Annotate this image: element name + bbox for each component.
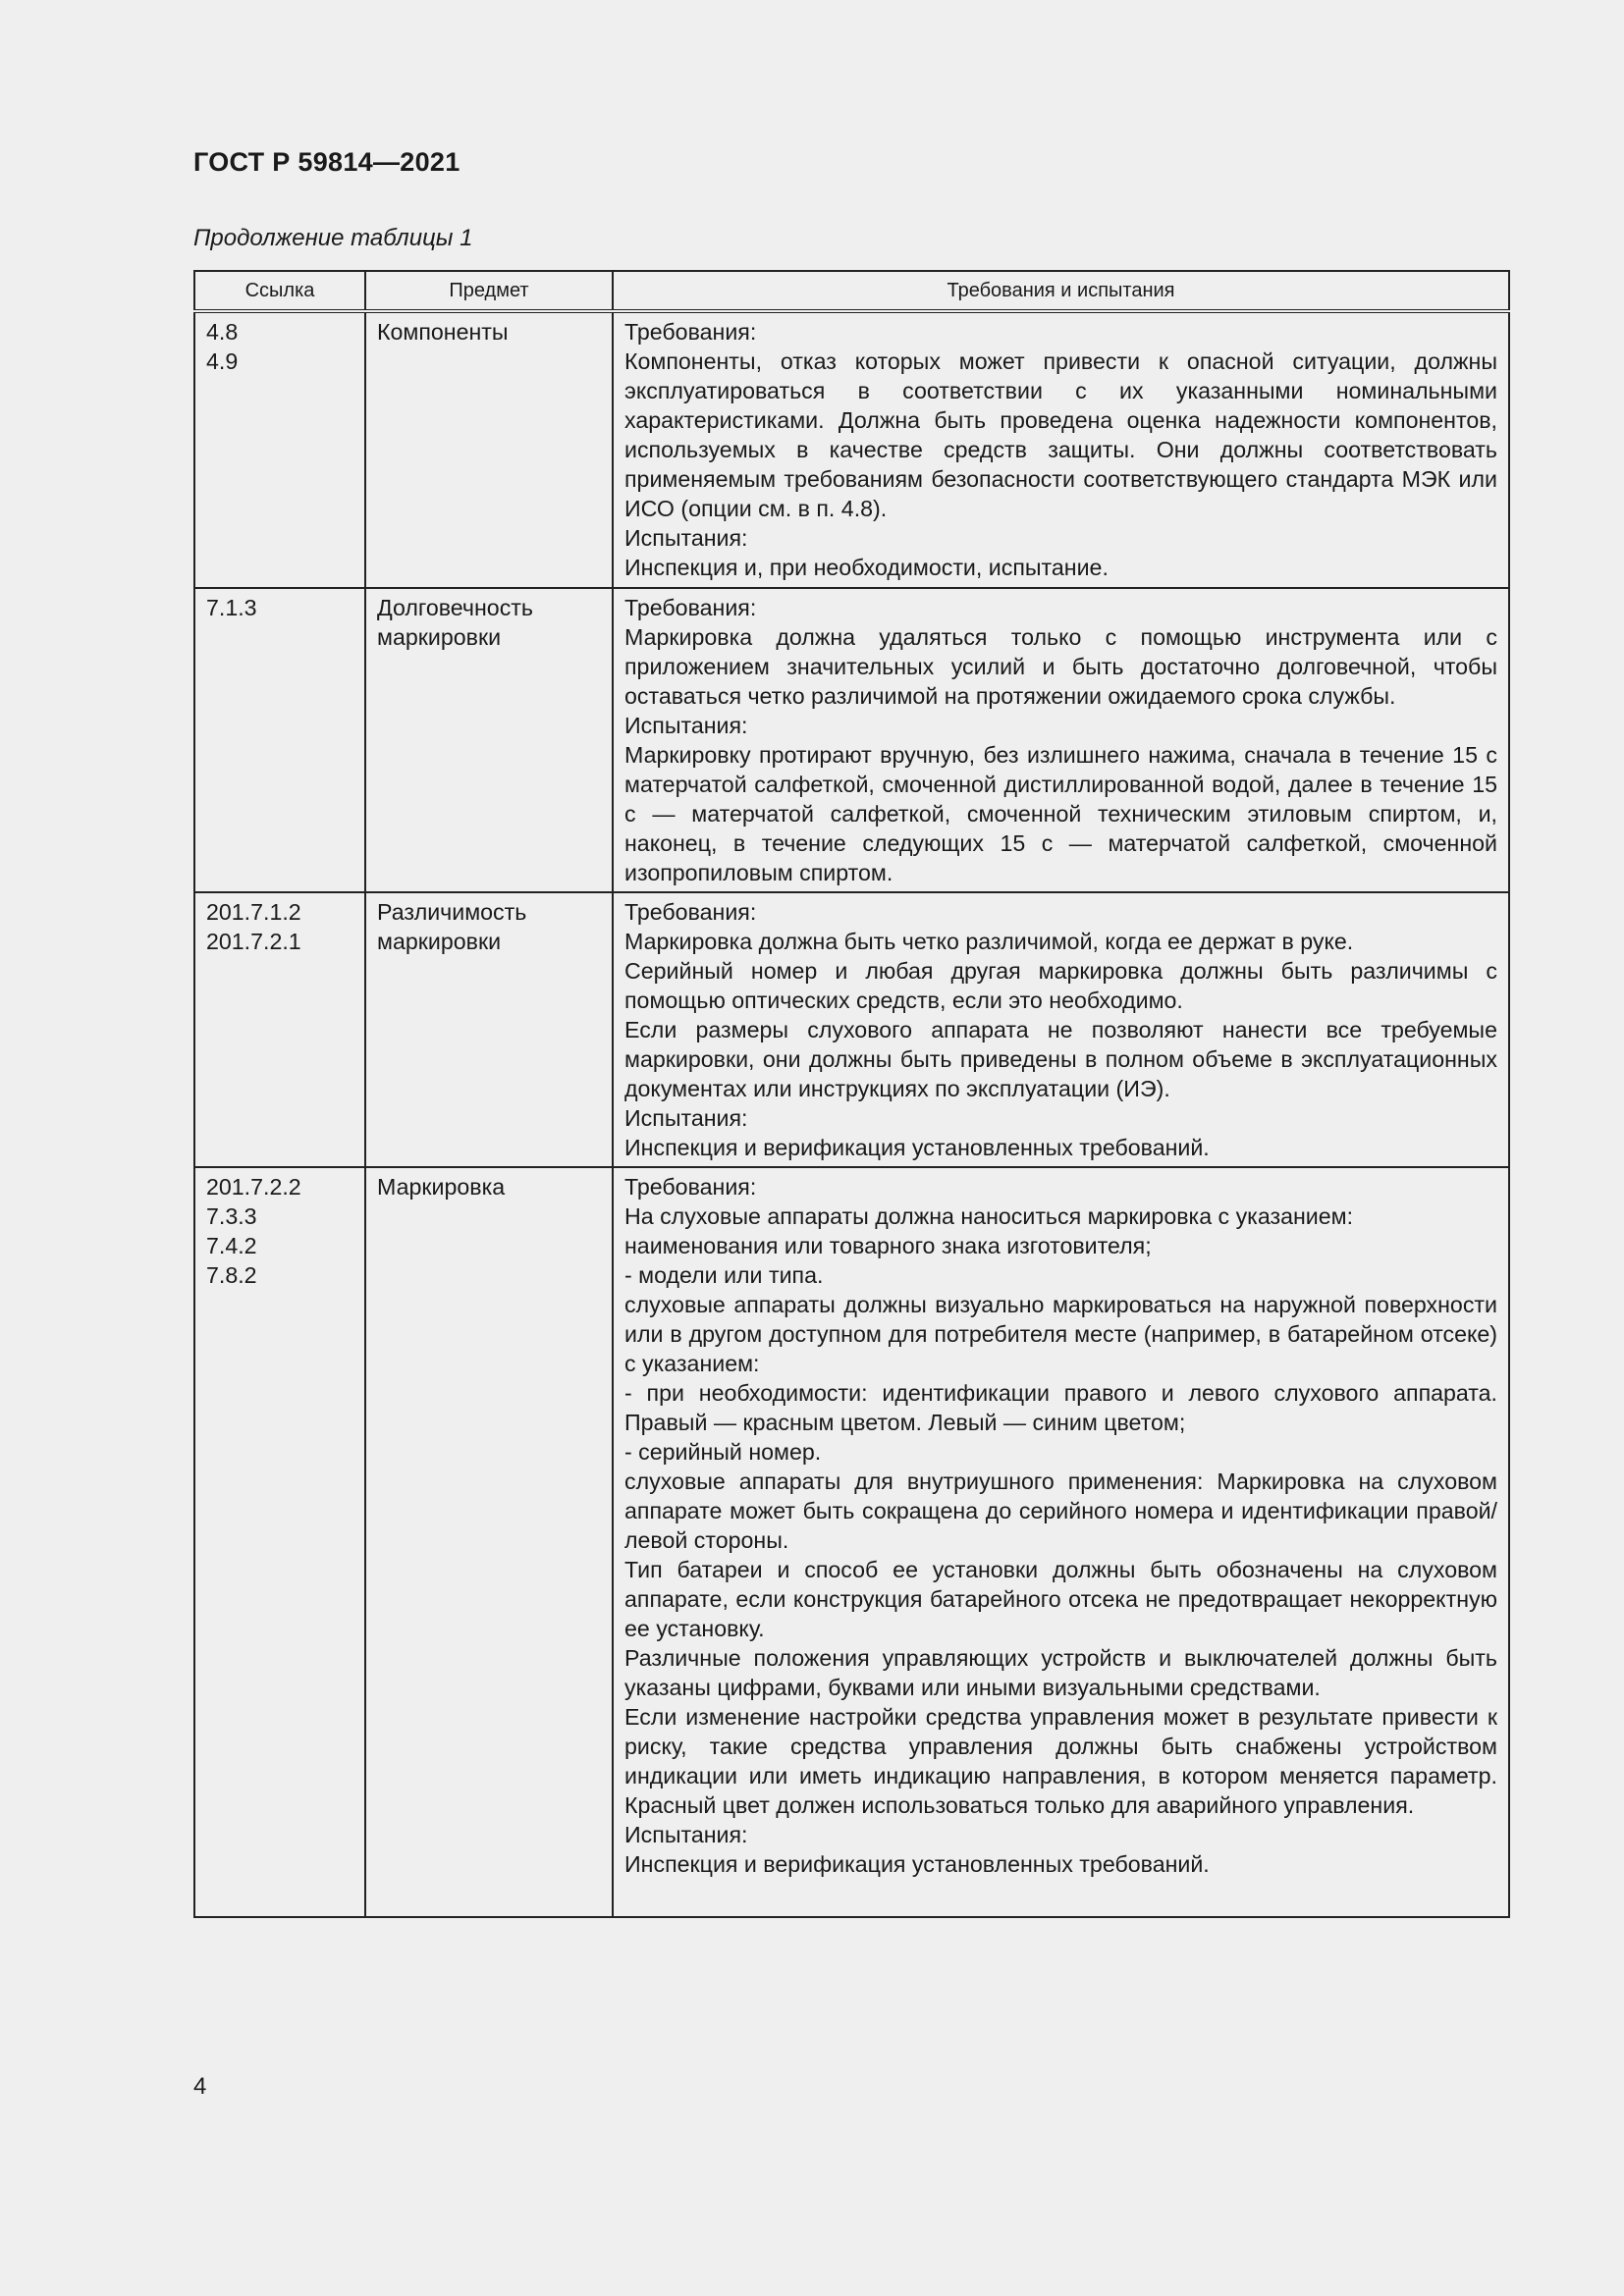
column-header-requirements: Требования и испытания: [613, 271, 1509, 311]
tests-label: Испытания:: [624, 525, 748, 551]
table-caption: Продолжение таблицы 1: [193, 225, 473, 251]
requirements-label: Требования:: [624, 595, 757, 620]
requirements-paragraph: слуховые аппараты должны визуально маркироваться на наружной поверхности или в другом доступном для потребителя месте (например, в батарейном отсеке) с указанием:: [624, 1292, 1497, 1376]
requirements-cell: [613, 311, 1509, 588]
requirements-paragraph: Серийный номер и любая другая маркировка должны быть различимы с помощью оптических средств, если это необходимо.: [624, 958, 1497, 1013]
requirements-label: Требования:: [624, 319, 757, 345]
document-code: ГОСТ Р 59814—2021: [193, 147, 460, 177]
reference-number: 201.7.2.1: [206, 929, 301, 954]
reference-number: 7.3.3: [206, 1203, 257, 1229]
requirements-cell: [613, 892, 1509, 1167]
requirements-paragraph: Если размеры слухового аппарата не позволяют нанести все требуемые маркировки, они должны быть приведены в полном объеме в эксплуатационных документах или инструкциях по эксплуатации (ИЭ).: [624, 1017, 1497, 1101]
table-row: [194, 311, 1509, 588]
column-header-subject: Предмет: [365, 271, 613, 311]
requirements-paragraph: Маркировка должна быть четко различимой, когда ее держат в руке.: [624, 929, 1354, 954]
tests-label: Испытания:: [624, 1822, 748, 1847]
tests-label: Испытания:: [624, 713, 748, 738]
requirements-cell: [613, 588, 1509, 892]
reference-number: 4.8: [206, 319, 239, 345]
subject-cell: Маркировка: [365, 1167, 613, 1917]
requirements-label: Требования:: [624, 899, 757, 925]
table-header-row: [194, 271, 1509, 311]
tests-paragraph: Маркировку протирают вручную, без излишнего нажима, сначала в течение 15 с матерчатой салфеткой, смоченной дистиллированной водой, далее в течение 15 с — матерчатой салфеткой, смоченной техническим этиловым спиртом, и, наконец, в течение следующих 15 с — матерчатой салфеткой, смоченной изопропиловым спиртом.: [624, 742, 1497, 885]
column-header-reference: Ссылка: [194, 271, 365, 311]
reference-number: 201.7.1.2: [206, 899, 301, 925]
reference-cell: [194, 1167, 365, 1917]
requirements-paragraph: - при необходимости: идентификации правого и левого слухового аппарата. Правый — красным цветом. Левый — синим цветом;: [624, 1380, 1497, 1435]
requirements-paragraph: наименования или товарного знака изготовителя;: [624, 1233, 1152, 1258]
tests-paragraph: Инспекция и верификация установленных требований.: [624, 1851, 1210, 1877]
reference-cell: [194, 892, 365, 1167]
requirements-paragraph: - модели или типа.: [624, 1262, 824, 1288]
requirements-paragraph: слуховые аппараты для внутриушного применения: Маркировка на слуховом аппарате может быть сокращена до серийного номера и идентификации правой/левой стороны.: [624, 1468, 1497, 1553]
requirements-paragraph: Компоненты, отказ которых может привести к опасной ситуации, должны эксплуатироваться в соответствии с их указанными номинальными характеристиками. Должна быть проведена оценка надежности компонентов, используемых в качестве средств защиты. Они должны соответствовать применяемым требованиям безопасности соответствующего стандарта МЭК или ИСО (опции см. в п. 4.8).: [624, 348, 1497, 521]
subject-cell: Различимость маркировки: [365, 892, 613, 1167]
table-row: [194, 588, 1509, 892]
subject-cell: Долговечность маркировки: [365, 588, 613, 892]
reference-number: 7.8.2: [206, 1262, 257, 1288]
subject-cell: Компоненты: [365, 311, 613, 588]
requirements-paragraph: Если изменение настройки средства управления может в результате привести к риску, такие средства управления должны быть снабжены устройством индикации или иметь индикацию направления, в котором меняется параметр. Красный цвет должен использоваться только для аварийного управления.: [624, 1704, 1497, 1818]
reference-number: 7.4.2: [206, 1233, 257, 1258]
page-number: 4: [193, 2073, 207, 2100]
requirements-paragraph: Маркировка должна удаляться только с помощью инструмента или с приложением значительных усилий и быть достаточно долговечной, чтобы оставаться четко различимой на протяжении ожидаемого срока службы.: [624, 624, 1497, 709]
requirements-paragraph: - серийный номер.: [624, 1439, 822, 1465]
requirements-paragraph: Различные положения управляющих устройств и выключателей должны быть указаны цифрами, буквами или иными визуальными средствами.: [624, 1645, 1497, 1700]
table-row: [194, 892, 1509, 1167]
requirements-label: Требования:: [624, 1174, 757, 1200]
requirements-table: [193, 270, 1510, 1918]
reference-number: 7.1.3: [206, 595, 257, 620]
requirements-cell: [613, 1167, 1509, 1917]
tests-label: Испытания:: [624, 1105, 748, 1131]
tests-paragraph: Инспекция и верификация установленных требований.: [624, 1135, 1210, 1160]
requirements-paragraph: На слуховые аппараты должна наноситься маркировка с указанием:: [624, 1203, 1354, 1229]
reference-cell: [194, 311, 365, 588]
reference-number: 201.7.2.2: [206, 1174, 301, 1200]
requirements-paragraph: Тип батареи и способ ее установки должны быть обозначены на слуховом аппарате, если конструкция батарейного отсека не предотвращает некорректную ее установку.: [624, 1557, 1497, 1641]
reference-cell: [194, 588, 365, 892]
reference-number: 4.9: [206, 348, 239, 374]
table-row: [194, 1167, 1509, 1917]
tests-paragraph: Инспекция и, при необходимости, испытание.: [624, 555, 1109, 580]
